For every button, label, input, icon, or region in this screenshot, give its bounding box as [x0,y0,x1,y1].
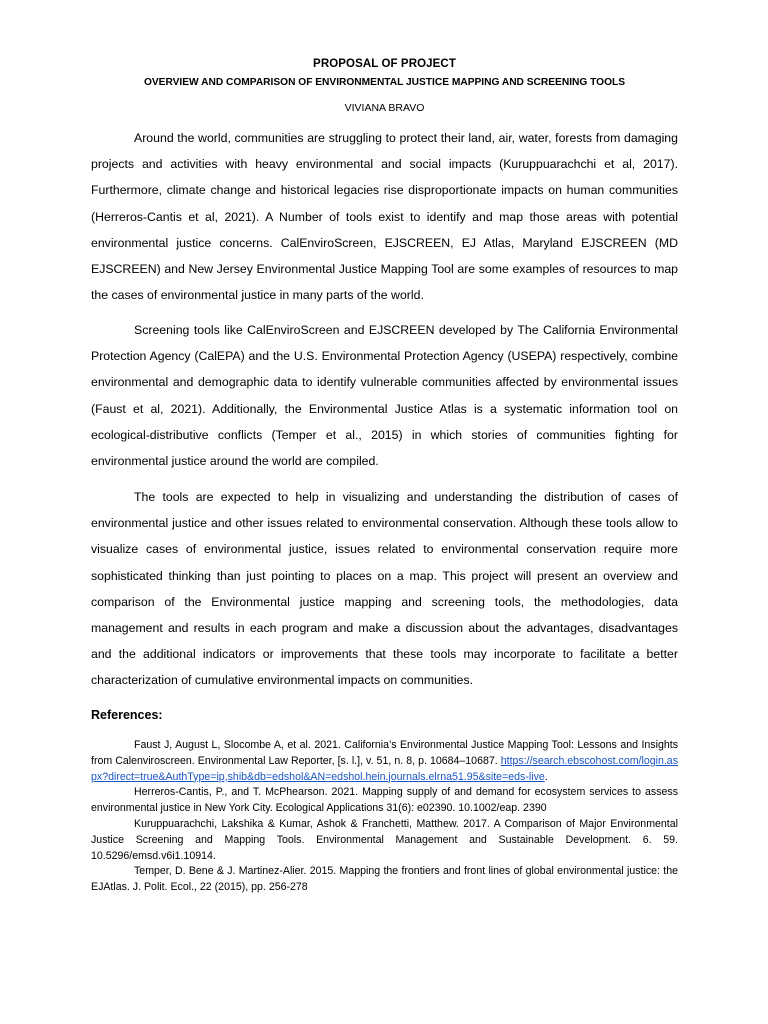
reference-item: Temper, D. Bene & J. Martinez-Alier. 2015. Mapping the frontiers and front lines of global environmental justice: the EJAtlas. J. Polit. Ecol., 22 (2015), pp. 256-278 [91,865,678,894]
reference-text: Faust J, August L, Slocombe A, et al. 2021. California’s Environmental Justice Mapping Tool: Lessons and Insights from Calenviroscreen. Environmental Law Reporter, [s. l.], v. 51, n. 8, p. 10684–10687. [91,739,678,767]
references-list [91,738,678,896]
reference-item: Kuruppuarachchi, Lakshika & Kumar, Ashok & Franchetti, Matthew. 2017. A Comparison of Major Environmental Justice Screening and Mapping Tools. Environmental Management and Sustainable Development. 6. 59. 10.5296/emsd.v6i1.10914. [91,817,678,862]
reference-link[interactable]: https://search.ebscohost.com/login.aspx?direct=true&AuthType=ip,shib&db=edshol&AN=edshol.hein.journals.elrna51.95&site=eds-live [91,754,678,783]
body-paragraph: Around the world, communities are struggling to protect their land, air, water, forests from damaging projects and activities with heavy environmental and social impacts (Kuruppuarachchi et al, 2017). Furthermore, climate change and historical legacies rise disproportionate impacts on human communities (Herreros-Cantis et al, 2021). A Number of tools exist to identify and map those areas with potential environmental justice concerns. CalEnviroScreen, EJSCREEN, EJ Atlas, Maryland EJSCREEN (MD EJSCREEN) and New Jersey Environmental Justice Mapping Tool are some examples of resources to map the cases of environmental justice in many parts of the world. [91,131,678,303]
reference-suffix: . [544,770,548,783]
reference-item [91,738,678,785]
author-name: VIVIANA BRAVO [344,102,425,114]
body-paragraph: Screening tools like CalEnviroScreen and EJSCREEN developed by The California Environmental Protection Agency (CalEPA) and the U.S. Environmental Protection Agency (USEPA) respectively, combine environmental and demographic data to identify vulnerable communities affected by environmental issues (Faust et al, 2021). Additionally, the Environmental Justice Atlas is a systematic information tool on ecological-distributive conflicts (Temper et al., 2015) in which stories of communities fighting for environmental justice around the world are compiled. [91,323,678,469]
body-paragraph: The tools are expected to help in visualizing and understanding the distribution of cases of environmental justice and other issues related to environmental conservation. Although these tools allow to visualize cases of environmental justice, issues related to environmental conservation require more sophisticated thinking than just pointing to places on a map. This project will present an overview and comparison of the Environmental justice mapping and screening tools, the methodologies, data management and results in each program and make a discussion about the advantages, disadvantages and the additional indicators or improvements that these tools may incorporate to facilitate a better characterization of cumulative environmental impacts on communities. [91,490,678,688]
document-subtitle: OVERVIEW AND COMPARISON OF ENVIRONMENTAL JUSTICE MAPPING AND SCREENING TOOLS [143,77,626,88]
references-heading: References: [91,708,163,722]
reference-item: Herreros-Cantis, P., and T. McPhearson. 2021. Mapping supply of and demand for ecosystem services to assess environmental justice in New York City. Ecological Applications 31(6): e02390. 10.1002/eap. 2390 [91,786,678,815]
document-title: PROPOSAL OF PROJECT [313,58,456,70]
